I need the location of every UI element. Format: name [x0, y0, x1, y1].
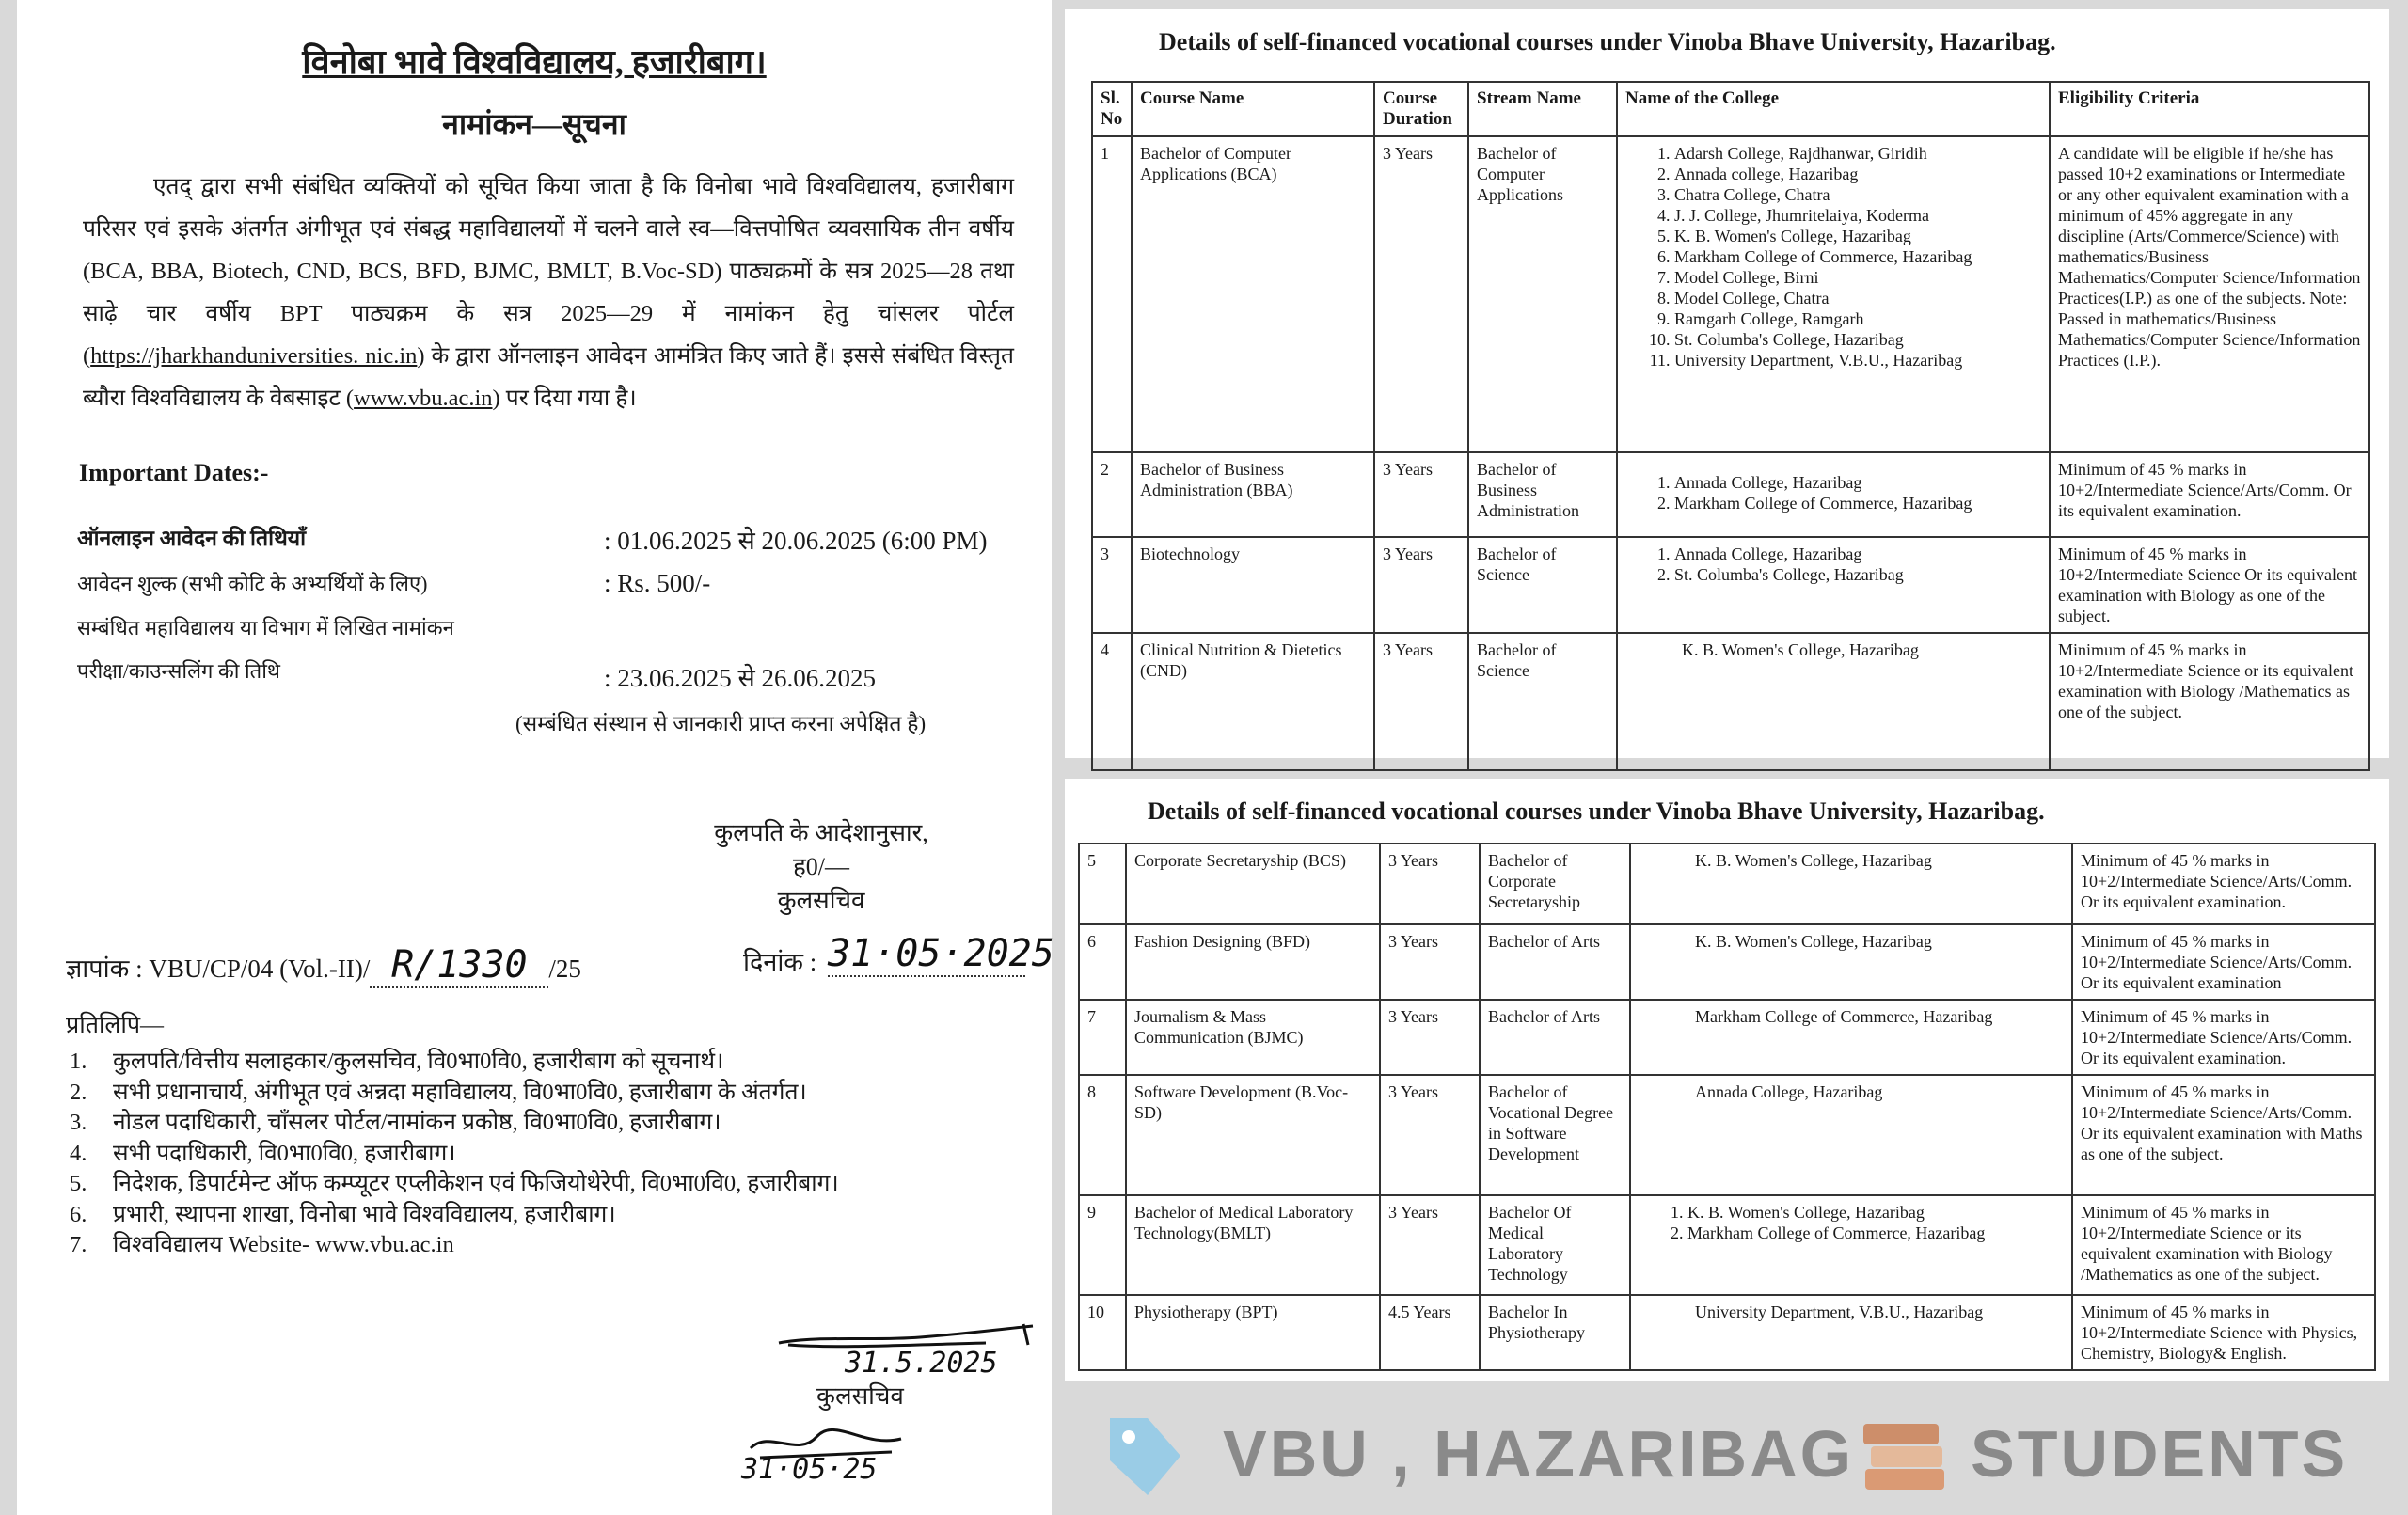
courses-table-page-2 — [1065, 779, 2389, 1381]
copy-list — [70, 1047, 839, 1261]
portal-link[interactable]: https://jharkhanduniversities. nic.in — [90, 343, 418, 369]
list-item: 2. सभी प्रधानाचार्य, अंगीभूत एवं अन्नदा महाविद्यालय, वि0भा0वि0, हजारीबाग के अंतर्गत। — [70, 1079, 807, 1105]
list-item: 4. सभी पदाधिकारी, वि0भा0वि0, हजारीबाग। — [70, 1140, 456, 1166]
list-item: 7. विश्वविद्यालय Website- www.vbu.ac.in — [70, 1232, 454, 1257]
table-title: Details of self-financed vocational courses under Vinoba Bhave University, Hazaribag. — [1159, 28, 2056, 55]
table-row: 8 Software Development (B.Voc-SD) 3 Years Bachelor of Vocational Degree in Software Development Annada College, Hazaribag Minimum of 45 % marks in 10+2/Intermediate Science/Arts/Comm. Or its equivalent examination with Maths as one of the subject. — [1079, 1075, 2375, 1195]
university-title: विनोबा भावे विश्वविद्यालय, हजारीबाग। — [302, 43, 767, 81]
table-header-row: Sl. No Course Name Course Duration Stream Name Name of the College Eligibility Criteria — [1092, 82, 2369, 136]
table-row: 1 Bachelor of Computer Applications (BCA) 3 Years Bachelor of Computer Applications 1. Adarsh College, Rajdhanwar, Giridih 2. Annada college, Hazaribag 3. Chatra College, Chatra 4. J. J. College, Jhumritelaiya, Koderma 5. K. B. Women's College, Hazaribag 6. Markham College of Commerce, Hazaribag 7. Model College, Birni 8. Model College, Chatra 9. Ramgarh College, Ramgarh 10. St. Columba's College, Hazaribag 11. University Department, V.B.U., Hazaribag A candidate will be eligible if he/she has passed 10+2 examinations or Intermediate or any other equivalent examination with a minimum of 45% aggregate in any discipline (Arts/Commerce/Science) with mathematics/Business Mathematics/Computer Science/Information Practices(I.P.) as one of the subjects. Note: Passed in mathematics/Business Mathematics/Computer Science/Information Practices (I.P.). — [1092, 136, 2369, 452]
courses-table-page-1 — [1065, 9, 2389, 758]
list-item: 5. निदेशक, डिपार्टमेन्ट ऑफ कम्प्यूटर एप्लीकेशन एवं फिजियोथेरेपी, वि0भा0वि0, हजारीबाग। — [70, 1171, 839, 1196]
memo-line: ज्ञापांक : VBU/CP/04 (Vol.-II)/ R/1330 /25 दिनांक : 31·05·2025 — [66, 932, 1054, 986]
books-icon — [1858, 1411, 1952, 1500]
list-item: 3. नोडल पदाधिकारी, चाँसलर पोर्टल/नामांकन प्रकोष्ठ, वि0भा0वि0, हजारीबाग। — [70, 1110, 721, 1135]
list-item: 1. कुलपति/वित्तीय सलाहकार/कुलसचिव, वि0भा0वि0, हजारीबाग को सूचनार्थ। — [70, 1049, 724, 1074]
table-row: 3 Biotechnology 3 Years Bachelor of Science 1. Annada College, Hazaribag 2. St. Columba's College, Hazaribag Minimum of 45 % marks in 10+2/Intermediate Science Or its equivalent examination with Biology as one of the subject. — [1092, 537, 2369, 633]
notice-subtitle: नामांकन—सूचना — [442, 107, 626, 141]
initials-date: 31·05·25 — [741, 1453, 878, 1486]
date-row: आवेदन शुल्क (सभी कोटि के अभ्यर्थियों के लिए) : Rs. 500/- — [77, 569, 711, 597]
table-row: 7 Journalism & Mass Communication (BJMC) 3 Years Bachelor of Arts Markham College of Commerce, Hazaribag Minimum of 45 % marks in 10+2/Intermediate Science/Arts/Comm. Or its equivalent examination. — [1079, 1000, 2375, 1075]
website-link[interactable]: www.vbu.ac.in — [354, 386, 493, 411]
price-tag-icon — [1101, 1409, 1185, 1503]
date-row: सम्बंधित महाविद्यालय या विभाग में लिखित नामांकन — [77, 616, 454, 639]
notice-page: विनोबा भावे विश्वविद्यालय, हजारीबाग। नामांकन—सूचना एतद् द्वारा सभी संबंधित व्यक्तियों को सूचित किया जाता है कि विनोबा भावे विश्वविद्यालय, हजारीबाग परिसर एवं इसके अंतर्गत अंगीभूत एवं संबद्ध महाविद्यालयों में चलने वाले स्व—वित्तपोषित व्यवसायिक तीन वर्षीय (BCA, BBA, Biotech, CND, BCS, BFD, BJMC, BMLT, B.Voc-SD) पाठ्यक्रमों के सत्र 2025—28 तथा साढ़े चार वर्षीय BPT पाठ्यक्रम के सत्र 2025—29 में नामांकन हेतु चांसलर पोर्टल (https://jharkhanduniversities. nic.in) के द्वारा ऑनलाइन आवेदन आमंत्रित किए जाते हैं। इससे संबंधित विस्तृत ब्यौरा विश्वविद्यालय के वेबसाइट (www.vbu.ac.in) पर दिया गया है। Important Dates:- ऑनलाइन आवेदन की तिथियाँ : 01.06.2025 से 20.06.2025 (6:00 PM) आवेदन शुल्क (सभी कोटि के अभ्यर्थियों के लिए) : Rs. 500/- सम्बंधित महाविद्यालय या विभाग में लिखित नामांकन परीक्षा/काउन्सलिंग की तिथि : 23.06.2025 से 26.06.2025 (सम्बंधित संस्थान से जानकारी प्राप्त करना अपेक्षित है) कुलपति के आदेशानुसार, ह0/— कुलसचिव ज्ञापांक : VBU/CP/04 (Vol.-II)/ R/1330 /25 दिनांक : 31·05·2025 प्रतिलिपि— 1. कुलपति/वित्तीय सलाहकार/कुलसचिव, वि0भा0वि0, हजारीबाग को सूचनार्थ। 2. सभी प्रधानाचार्य, अंगीभूत एवं अन्नदा महाविद्यालय, वि0भा0वि0, हजारीबाग के अंतर्गत। 3. नोडल पदाधिकारी, चाँसलर पोर्टल/नामांकन प्रकोष्ठ, वि0भा0वि0, हजारीबाग। 4. सभी पदाधिकारी, वि0भा0वि0, हजारीबाग। 5. निदेशक, डिपार्टमेन्ट ऑफ कम्प्यूटर एप्लीकेशन एवं फिजियोथेरेपी, वि0भा0वि0, हजारीबाग। 6. प्रभारी, स्थापना शाखा, विनोबा भावे विश्वविद्यालय, हजारीबाग। 7. विश्वविद्यालय Website- www.vbu.ac.in 31.5.2025 कुलसचिव 31·05·25 — [17, 0, 1052, 1515]
list-item: 6. प्रभारी, स्थापना शाखा, विनोबा भावे विश्वविद्यालय, हजारीबाग। — [70, 1201, 616, 1227]
courses-table — [1078, 843, 2376, 1371]
watermark-text-right: STUDENTS — [1971, 1417, 2349, 1491]
copy-label: प्रतिलिपि— — [66, 1013, 165, 1038]
channel-watermark — [1091, 1399, 2389, 1512]
important-dates-heading: Important Dates:- — [79, 459, 269, 486]
table-row: 4 Clinical Nutrition & Dietetics (CND) 3 Years Bachelor of Science K. B. Women's College, Hazaribag Minimum of 45 % marks in 10+2/Intermediate Science or its equivalent examination with Biology /Mathematics as one of the subject. — [1092, 633, 2369, 770]
notice-body: एतद् द्वारा सभी संबंधित व्यक्तियों को सूचित किया जाता है कि विनोबा भावे विश्वविद्यालय, हजारीबाग परिसर एवं इसके अंतर्गत अंगीभूत एवं संबद्ध महाविद्यालयों में चलने वाले स्व—वित्तपोषित व्यवसायिक तीन वर्षीय (BCA, BBA, Biotech, CND, BCS, BFD, BJMC, BMLT, B.Voc-SD) पाठ्यक्रमों के सत्र 2025—28 तथा साढ़े चार वर्षीय BPT पाठ्यक्रम के सत्र 2025—29 में नामांकन हेतु चांसलर पोर्टल (https://jharkhanduniversities. nic.in) के द्वारा ऑनलाइन आवेदन आमंत्रित किए जाते हैं। इससे संबंधित विस्तृत ब्यौरा विश्वविद्यालय के वेबसाइट (www.vbu.ac.in) पर दिया गया है। — [83, 174, 1014, 411]
memo-number: R/1330 — [370, 943, 548, 988]
table-title: Details of self-financed vocational courses under Vinoba Bhave University, Hazaribag. — [1148, 797, 2045, 825]
table-row: 2 Bachelor of Business Administration (BBA) 3 Years Bachelor of Business Administration 1. Annada College, Hazaribag 2. Markham College of Commerce, Hazaribag Minimum of 45 % marks in 10+2/Intermediate Science/Arts/Comm. Or its equivalent examination. — [1092, 452, 2369, 537]
table-row: 10 Physiotherapy (BPT) 4.5 Years Bachelor In Physiotherapy University Department, V.B.U., Hazaribag Minimum of 45 % marks in 10+2/Intermediate Science with Physics, Chemistry, Biology& English. — [1079, 1295, 2375, 1370]
date-row: परीक्षा/काउन्सलिंग की तिथि : 23.06.2025 से 26.06.2025 — [77, 659, 877, 692]
date-row: ऑनलाइन आवेदन की तिथियाँ : 01.06.2025 से 20.06.2025 (6:00 PM) — [77, 527, 988, 555]
order-block: कुलपति के आदेशानुसार, ह0/— कुलसचिव — [714, 819, 928, 914]
watermark-text-left: VBU , HAZARIBAG — [1223, 1417, 1855, 1491]
courses-table — [1091, 81, 2370, 771]
table-row: 9 Bachelor of Medical Laboratory Technology(BMLT) 3 Years Bachelor Of Medical Laboratory Technology 1. K. B. Women's College, Hazaribag 2. Markham College of Commerce, Hazaribag Minimum of 45 % marks in 10+2/Intermediate Science or its equivalent examination with Biology /Mathematics as one of the subject. — [1079, 1195, 2375, 1295]
table-row: 6 Fashion Designing (BFD) 3 Years Bachelor of Arts K. B. Women's College, Hazaribag Minimum of 45 % marks in 10+2/Intermediate Science/Arts/Comm. Or its equivalent examination — [1079, 924, 2375, 1000]
memo-date: 31·05·2025 — [828, 932, 1054, 975]
dates-note: (सम्बंधित संस्थान से जानकारी प्राप्त करना अपेक्षित है) — [515, 712, 927, 735]
table-row: 5 Corporate Secretaryship (BCS) 3 Years Bachelor of Corporate Secretaryship K. B. Women's College, Hazaribag Minimum of 45 % marks in 10+2/Intermediate Science/Arts/Comm. Or its equivalent examination. — [1079, 844, 2375, 924]
